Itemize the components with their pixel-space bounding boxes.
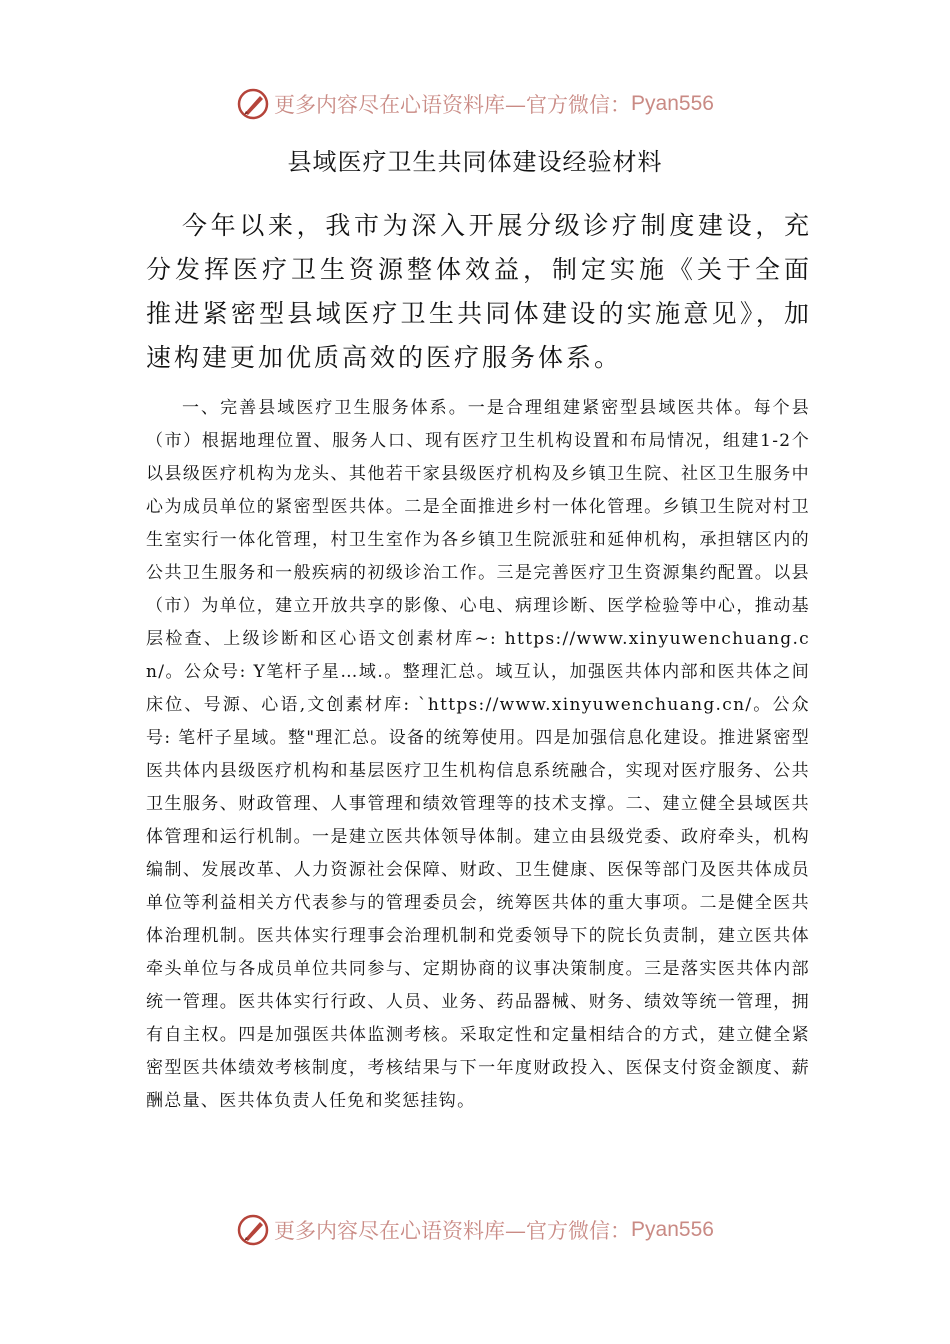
lead-paragraph: 今年以来，我市为深入开展分级诊疗制度建设，充分发挥医疗卫生资源整体效益，制定实施《关于全面推进紧密型县域医疗卫生共同体建设的实施意见》，加速构建更加优质高效的医疗服务体系。 xyxy=(146,211,812,372)
header-banner xyxy=(0,82,950,126)
pen-logo-icon xyxy=(236,87,270,121)
banner-text: 更多内容尽在心语资料库—官方微信： xyxy=(274,1219,632,1243)
footer-banner xyxy=(0,1208,950,1252)
body-paragraph: 一、完善县域医疗卫生服务体系。一是合理组建紧密型县域医共体。每个县（市）根据地理位置、服务人口、现有医疗卫生机构设置和布局情况，组建1-2个以县级医疗机构为龙头、其他若干家县级医疗机构及乡镇卫生院、社区卫生服务中心为成员单位的紧密型医共体。二是全面推进乡村一体化管理。乡镇卫生院对村卫生室实行一体化管理，村卫生室作为各乡镇卫生院派驻和延伸机构，承担辖区内的公共卫生服务和一般疾病的初级诊治工作。三是完善医疗卫生资源集约配置。以县（市）为单位，建立开放共享的影像、心电、病理诊断、医学检验等中心，推动基层检查、上级诊断和区心语文创素材库~: https://www.xinyuwenchuang.cn/。公众号: Y笔杆子星…域.。整理汇总。域互认，加强医共体内部和医共体之间床位、号源、心语,文创素材库: `https://www.xinyuwenchuang.cn/。公众号: 笔杆子星域。整"理汇总。设备的统筹使用。四是加强信息化建设。推进紧密型医共体内县级医疗机构和基层医疗卫生机构信息系统融合，实现对医疗服务、公共卫生服务、财政管理、人事管理和绩效管理等的技术支撑。二、建立健全县域医共体管理和运行机制。一是建立医共体领导体制。建立由县级党委、政府牵头，机构编制、发展改革、人力资源社会保障、财政、卫生健康、医保等部门及医共体成员单位等利益相关方代表参与的管理委员会，统筹医共体的重大事项。二是健全医共体治理机制。医共体实行理事会治理机制和党委领导下的院长负责制，建立医共体牵头单位与各成员单位共同参与、定期协商的议事决策制度。三是落实医共体内部统一管理。医共体实行行政、人员、业务、药品器械、财务、绩效等统一管理，拥有自主权。四是加强医共体监测考核。采取定性和定量相结合的方式，建立健全紧密型医共体绩效考核制度，考核结果与下一年度财政投入、医保支付资金额度、薪酬总量、医共体负责人任免和奖惩挂钩。 xyxy=(146,398,810,1111)
banner-text: 更多内容尽在心语资料库—官方微信： xyxy=(274,93,632,117)
document-title: 县域医疗卫生共同体建设经验材料 xyxy=(287,148,663,176)
banner-wechat-id: Pyan556 xyxy=(631,1218,714,1241)
pen-logo-icon xyxy=(236,1213,270,1247)
banner-wechat-id: Pyan556 xyxy=(631,92,714,115)
